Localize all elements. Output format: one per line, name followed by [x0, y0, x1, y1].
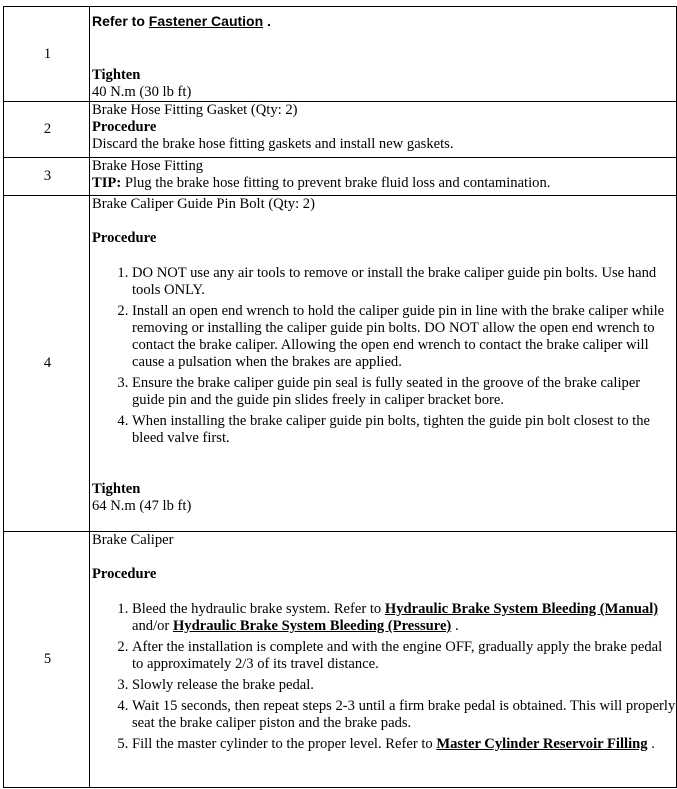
- procedure-label: Procedure: [92, 119, 157, 135]
- bleeding-pressure-link[interactable]: Hydraulic Brake System Bleeding (Pressure): [172, 618, 452, 634]
- procedure-list: [92, 601, 676, 753]
- list-item: 3. Slowly release the brake pedal.: [132, 677, 676, 694]
- tip-text: Plug the brake hose fitting to prevent brake fluid loss and contamination.: [124, 175, 551, 191]
- step-number: 4: [4, 196, 90, 532]
- step-content: [90, 102, 677, 158]
- procedure-label: Procedure: [92, 230, 157, 246]
- caution-prefix: Refer to: [92, 13, 145, 29]
- table-row: [4, 532, 677, 788]
- list-item: 2. After the installation is complete and with the engine OFF, gradually apply the brake pedal to approximately 2/3 of its travel distance.: [132, 639, 676, 673]
- torque-spec: 40 N.m (30 lb ft): [92, 84, 192, 100]
- bleeding-manual-link[interactable]: Hydraulic Brake System Bleeding (Manual): [384, 601, 659, 617]
- step-content: [90, 158, 677, 196]
- component-title: Brake Hose Fitting: [92, 158, 204, 174]
- component-title: Brake Caliper Guide Pin Bolt (Qty: 2): [92, 196, 315, 212]
- caution-suffix: .: [267, 13, 271, 29]
- component-title: Brake Hose Fitting Gasket (Qty: 2): [92, 102, 298, 118]
- step-number: 1: [4, 7, 90, 102]
- procedure-list: [92, 265, 676, 447]
- table-row: [4, 7, 677, 102]
- step-content: [90, 196, 677, 532]
- reservoir-filling-link[interactable]: Master Cylinder Reservoir Filling: [436, 736, 648, 752]
- component-title: Brake Caliper: [92, 532, 174, 548]
- list-item: 4. When installing the brake caliper guide pin bolts, tighten the guide pin bolt closest to the bleed valve first.: [132, 413, 676, 447]
- tighten-label: Tighten: [92, 67, 141, 83]
- list-item: 1. DO NOT use any air tools to remove or install the brake caliper guide pin bolts. Use hand tools ONLY.: [132, 265, 676, 299]
- tip-note: [92, 175, 676, 192]
- step-content: [90, 532, 677, 788]
- step-number: 2: [4, 102, 90, 158]
- torque-spec: 64 N.m (47 lb ft): [92, 498, 192, 514]
- caution-note: [92, 13, 676, 30]
- tip-label: TIP:: [92, 175, 122, 191]
- step-content: [90, 7, 677, 102]
- fastener-caution-link[interactable]: Fastener Caution: [148, 13, 264, 29]
- table-row: [4, 196, 677, 532]
- list-item: 4. Wait 15 seconds, then repeat steps 2-3 until a firm brake pedal is obtained. This will properly seat the brake caliper piston and the brake pads.: [132, 698, 676, 732]
- table-row: [4, 158, 677, 196]
- list-item: 3. Ensure the brake caliper guide pin seal is fully seated in the groove of the brake caliper guide pin and the guide pin slides freely in caliper bracket bore.: [132, 375, 676, 409]
- step-number: 5: [4, 532, 90, 788]
- table-row: [4, 102, 677, 158]
- step-number: 3: [4, 158, 90, 196]
- procedure-text: Discard the brake hose fitting gaskets and install new gaskets.: [92, 136, 454, 152]
- list-item: 1. Bleed the hydraulic brake system. Refer to Hydraulic Brake System Bleeding (Manual) and/or Hydraulic Brake System Bleeding (Pressure) .: [132, 601, 676, 635]
- procedure-table: [3, 6, 677, 788]
- list-item: 2. Install an open end wrench to hold the caliper guide pin in line with the brake caliper while removing or installing the caliper guide pin bolts. DO NOT allow the open end wrench to contact the brake caliper. Allowing the open end wrench to contact the brake caliper will cause a pulsation when the brakes are applied.: [132, 303, 676, 371]
- procedure-label: Procedure: [92, 566, 157, 582]
- list-item: 5. Fill the master cylinder to the proper level. Refer to Master Cylinder Reservoir Filling .: [132, 736, 676, 753]
- tighten-label: Tighten: [92, 481, 141, 497]
